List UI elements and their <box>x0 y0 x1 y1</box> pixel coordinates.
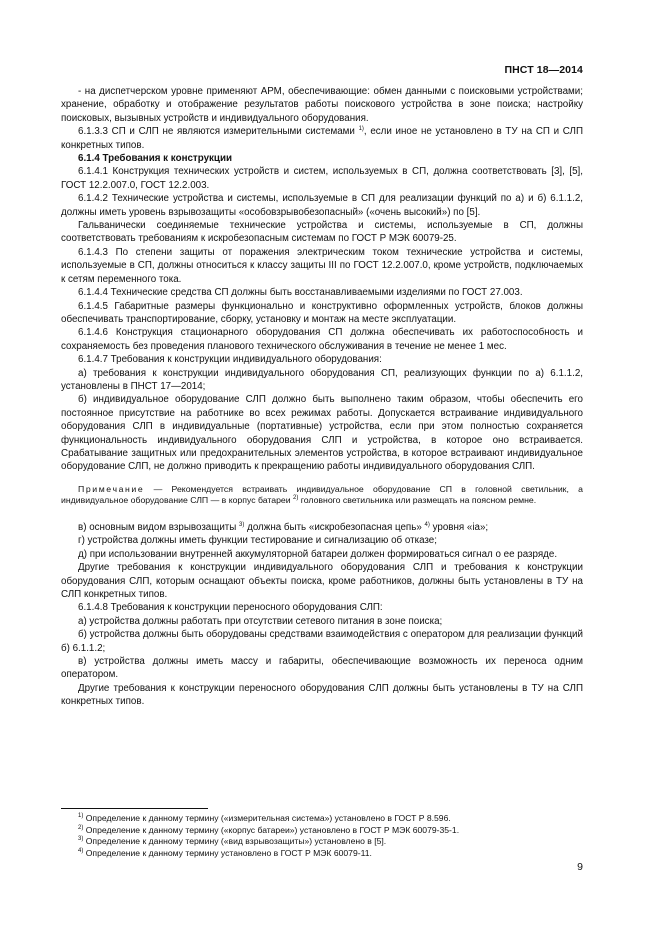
footnote-ref: 1) <box>358 126 364 133</box>
list-item: б) индивидуальное оборудование СЛП должно быть выполнено таким образом, чтобы обеспечить его постоянное присутствие на работнике во всех режимах работы. Допускается встраивание индивидуального оборудования СЛП в индивидуальные (портативные) устройства, если при этом полностью сохраняется функциональность индивидуального оборудования СЛП и устройства, в которое оно встраивается. Срабатывание защитных или предохранительных элементов устройства, в которое встраивают индивидуальное оборудование СЛП, не должно приводить к прекращению работы индивидуального оборудования СЛП. <box>61 394 583 473</box>
paragraph: Гальванически соединяемые технические устройства и системы, используемые в СП, должны соответствовать требованиям к искробезопасным системам по ГОСТ Р МЭК 60079-25. <box>61 220 583 245</box>
note-text: головного светильника или размещать на поясном ремне. <box>298 495 537 506</box>
footnote <box>61 836 583 848</box>
footnote-text: Определение к данному термину установлено в ГОСТ Р МЭК 60079-11. <box>83 847 372 858</box>
list-item: д) при использовании внутренней аккумуляторной батареи должен формироваться сигнал о ее разряде. <box>78 548 558 560</box>
note <box>61 484 583 507</box>
paragraph: 6.1.4.2 Технические устройства и системы, используемые в СП для реализации функций по а) и б) 6.1.1.2, должны иметь уровень взрывозащиты «особовзрывобезопасный» («очень высокий») по [5]. <box>61 193 583 218</box>
footnote-mark: 2) <box>78 824 84 831</box>
footnote-text: Определение к данному термину («измерительная система») установлено в ГОСТ Р 8.596. <box>83 813 451 823</box>
footnote-mark: 1) <box>78 813 84 819</box>
section-heading: 6.1.4 Требования к конструкции <box>78 153 233 165</box>
footnote-mark: 4) <box>78 847 84 854</box>
page-body <box>61 85 583 709</box>
footnote-separator <box>61 808 208 809</box>
footnote <box>61 813 583 825</box>
footnote-ref: 2) <box>293 495 299 502</box>
list-item: а) требования к конструкции индивидуального оборудования СП, реализующих функции по а) 6.1.1.2, установлены в ПНСТ 17—2014; <box>61 367 583 392</box>
paragraph-text: , если иное не установлено в ТУ на СП и СЛП конкретных типов. <box>61 126 583 151</box>
note-label: Примечание <box>78 483 145 494</box>
document-id-header: ПНСТ 18—2014 <box>504 64 583 76</box>
paragraph: 6.1.4.7 Требования к конструкции индивидуального оборудования: <box>78 354 382 366</box>
paragraph: Другие требования к конструкции индивидуального оборудования СЛП и требования к конструкции оборудования СЛП, которым оснащают объекты поиска, кроме работников, должны быть установлены в ТУ на СЛП конкретных типов. <box>61 562 583 600</box>
footnote <box>61 825 583 837</box>
paragraph-text: 6.1.3.3 СП и СЛП не являются измерительными системами <box>78 126 359 138</box>
footnote-text: Определение к данному термину («корпус батареи») установлено в ГОСТ Р МЭК 60079-35-1. <box>83 824 460 835</box>
footnotes <box>61 813 583 859</box>
paragraph: 6.1.4.3 По степени защиты от поражения электрическим током технические устройства и системы, используемые в СП, должны относиться к классу защиты III по ГОСТ 12.2.007.0, кроме устройств, подключаемых к сетям переменного тока. <box>61 246 583 285</box>
list-item: а) устройства должны работать при отсутствии сетевого питания в зоне поиска; <box>78 615 443 627</box>
paragraph: 6.1.4.5 Габаритные размеры функционально и конструктивно оформленных устройств, блоков должны обеспечивать транспортирование, сборку, установку и монтаж на месте эксплуатации. <box>61 300 583 325</box>
list-item: г) устройства должны иметь функции тестирование и сигнализацию об отказе; <box>78 535 437 547</box>
note-text: — Рекомендуется встраивать индивидуальное оборудование СП в головной светильник, а индивидуальное оборудование СЛП — в корпус батареи <box>61 483 583 506</box>
paragraph: 6.1.4.1 Конструкция технических устройств и систем, используемых в СП, должна соответствовать [3], [5], ГОСТ 12.2.007.0, ГОСТ 12.2.003. <box>61 166 583 191</box>
paragraph: Другие требования к конструкции переносного оборудования СЛП должны быть установлены в ТУ на СЛП конкретных типов. <box>61 682 583 708</box>
paragraph: - на диспетчерском уровне применяют АРМ, обеспечивающие: обмен данными с поисковыми устройствами; хранение, обработку и отображение результатов работы поискового устройства в зоне поиска; настройку поисковых, вызывных устройств и индивидуального оборудования. <box>61 86 583 124</box>
paragraph-text: должна быть «искробезопасная цепь» <box>244 521 425 533</box>
paragraph <box>61 125 583 152</box>
paragraph-text: уровня «ia»; <box>429 521 489 533</box>
paragraph: 6.1.4.8 Требования к конструкции переносного оборудования СЛП: <box>78 602 383 614</box>
list-item: б) устройства должны быть оборудованы средствами взаимодействия с оператором для реализации функций б) 6.1.1.2; <box>61 629 583 654</box>
list-item <box>61 521 583 534</box>
footnote-text: Определение к данному термину («вид взрывозащиты») установлено в [5]. <box>83 836 387 847</box>
paragraph-text: в) основным видом взрывозащиты <box>78 521 240 533</box>
page-number: 9 <box>577 861 583 873</box>
paragraph: 6.1.4.4 Технические средства СП должны быть восстанавливаемыми изделиями по ГОСТ 27.003. <box>78 287 523 299</box>
footnote <box>61 848 583 860</box>
paragraph: 6.1.4.6 Конструкция стационарного оборудования СП должна обеспечивать их работоспособность и сохраняемость без проведения планового технического обслуживания в течение не менее 1 мес. <box>61 327 583 352</box>
footnote-ref: 3) <box>239 521 245 528</box>
footnote-ref: 4) <box>424 521 430 528</box>
footnote-mark: 3) <box>78 836 84 843</box>
list-item: в) устройства должны иметь массу и габариты, обеспечивающие возможность их переноса одним оператором. <box>61 656 583 681</box>
